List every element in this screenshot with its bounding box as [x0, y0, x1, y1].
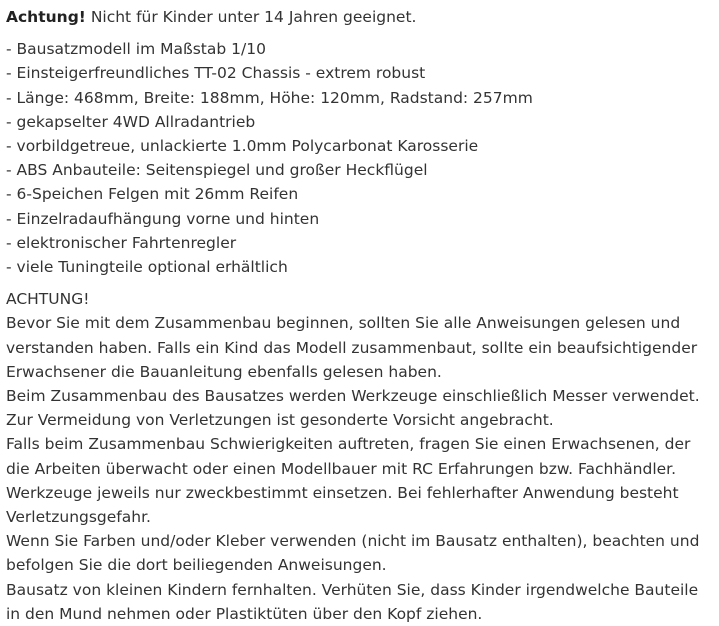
feature-list [6, 37, 711, 279]
feature-item: - ABS Anbauteile: Seitenspiegel und großer Heckflügel [6, 161, 428, 180]
feature-item: - Einsteigerfreundliches TT-02 Chassis - extrem robust [6, 64, 426, 83]
safety-paragraph: Beim Zusammenbau des Bausatzes werden Werkzeuge einschließlich Messer verwendet. Zur Vermeidung von Verletzungen ist gesonderte Vorsicht angebracht. [6, 387, 700, 430]
feature-item: - Bausatzmodell im Maßstab 1/10 [6, 40, 266, 59]
safety-notice-title: ACHTUNG! [6, 290, 90, 309]
feature-item: - Einzelradaufhängung vorne und hinten [6, 209, 320, 228]
feature-item: - Länge: 468mm, Breite: 188mm, Höhe: 120mm, Radstand: 257mm [6, 88, 533, 107]
age-warning [6, 5, 711, 29]
safety-paragraph: Wenn Sie Farben und/oder Kleber verwenden (nicht im Bausatz enthalten), beachten und befolgen Sie die dort beiliegenden Anweisungen. [6, 532, 700, 575]
feature-item: - viele Tuningteile optional erhältlich [6, 258, 288, 277]
safety-paragraph: Werkzeuge jeweils nur zweckbestimmt einsetzen. Bei fehlerhafter Anwendung besteht Verletzungsgefahr. [6, 483, 679, 527]
feature-item: - vorbildgetreue, unlackierte 1.0mm Polycarbonat Karosserie [6, 137, 479, 156]
safety-paragraph: Bausatz von kleinen Kindern fernhalten. Verhüten Sie, dass Kinder irgendwelche Bauteile in den Mund nehmen oder Plastiktüten über den Kopf ziehen. [6, 580, 699, 623]
feature-item: - elektronischer Fahrtenregler [6, 233, 237, 252]
age-warning-text: Nicht für Kinder unter 14 Jahren geeignet. [90, 8, 417, 26]
feature-item: - gekapselter 4WD Allradantrieb [6, 112, 256, 131]
age-warning-label: Achtung! [6, 8, 86, 26]
safety-notice [6, 287, 711, 626]
safety-paragraph: Bevor Sie mit dem Zusammenbau beginnen, sollten Sie alle Anweisungen gelesen und verstanden haben. Falls ein Kind das Modell zusammenbaut, sollte ein beaufsichtigender Erwachsener die Bauanleitung ebenfalls gelesen haben. [6, 314, 698, 381]
feature-item: - 6-Speichen Felgen mit 26mm Reifen [6, 185, 299, 204]
safety-paragraph: Falls beim Zusammenbau Schwierigkeiten auftreten, fragen Sie einen Erwachsenen, der die Arbeiten überwacht oder einen Modellbauer mit RC Erfahrungen bzw. Fachhändler. [6, 435, 691, 478]
